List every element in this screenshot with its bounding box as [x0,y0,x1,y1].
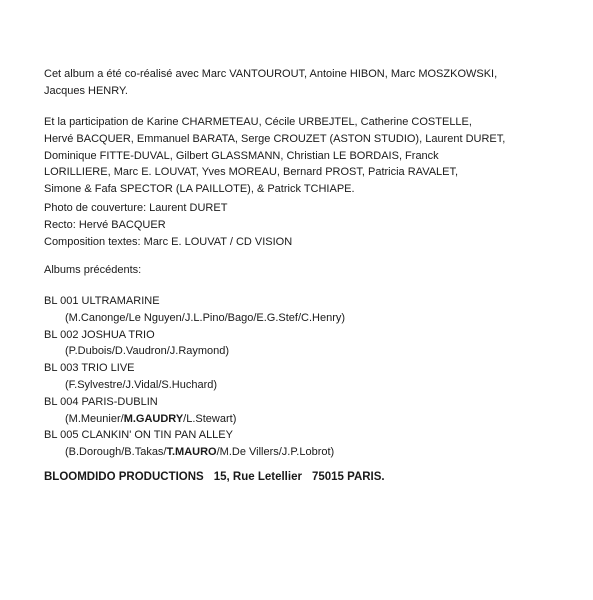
album-musicians [44,411,345,428]
participation-line: Simone & Fafa SPECTOR (LA PAILLOTE), & Patrick TCHIAPE. [44,183,355,196]
album-title: BL 003 TRIO LIVE [44,362,135,375]
album-title: BL 005 CLANKIN' ON TIN PAN ALLEY [44,429,233,442]
highlighted-musician: M.GAUDRY [123,412,184,425]
album-title: BL 004 PARIS-DUBLIN [44,395,158,408]
album-musicians: (M.Canonge/Le Nguyen/J.L.Pino/Bago/E.G.Stef/C.Henry) [65,311,346,324]
credits-line: Cet album a été co-réalisé avec Marc VANTOUROUT, Antoine HIBON, Marc MOSZKOWSKI, [44,68,498,80]
highlighted-musician: T.MAURO [166,446,217,459]
participation-line: LORILLIERE, Marc E. LOUVAT, Yves MOREAU, Bernard PROST, Patricia RAVALET, [44,166,459,179]
previous-albums-heading [44,262,141,279]
participation-credits [44,114,505,198]
participation-line: Dominique FITTE-DUVAL, Gilbert GLASSMANN, Christian LE BORDAIS, Franck [44,149,439,162]
previous-albums-list [44,293,345,461]
previous-albums-heading-text: Albums précédents: [44,264,142,276]
street-address: 15, Rue Letellier [213,471,302,483]
city-postcode: 75015 PARIS. [311,471,385,483]
album-musicians: (P.Dubois/D.Vaudron/J.Raymond) [65,345,230,358]
photo-credits [44,200,292,250]
participation-line: Hervé BACQUER, Emmanuel BARATA, Serge CROUZET (ASTON STUDIO), Laurent DURET, [44,132,506,145]
recto-credit: Recto: Hervé BACQUER [44,218,166,231]
album-title: BL 001 ULTRAMARINE [44,295,160,307]
musicians-text: (M.Meunier/ [65,412,124,425]
musicians-text: (B.Dorough/B.Takas/ [65,446,167,459]
album-musicians: (F.Sylvestre/J.Vidal/S.Huchard) [65,378,218,391]
credits-line: Jacques HENRY. [44,84,128,97]
participation-line: Et la participation de Karine CHARMETEAU, Cécile URBEJTEL, Catherine COSTELLE, [44,116,472,128]
musicians-text: /L.Stewart) [183,412,237,425]
cover-photo-credit: Photo de couverture: Laurent DURET [44,202,228,214]
album-title: BL 002 JOSHUA TRIO [44,328,155,341]
production-company: BLOOMDIDO PRODUCTIONS [44,471,204,483]
musicians-text: /M.De Villers/J.P.Lobrot) [216,446,335,459]
co-production-credits [44,66,497,100]
text-composition-credit: Composition textes: Marc E. LOUVAT / CD VISION [44,235,293,248]
album-musicians [44,444,345,461]
label-address-footer [44,471,385,483]
